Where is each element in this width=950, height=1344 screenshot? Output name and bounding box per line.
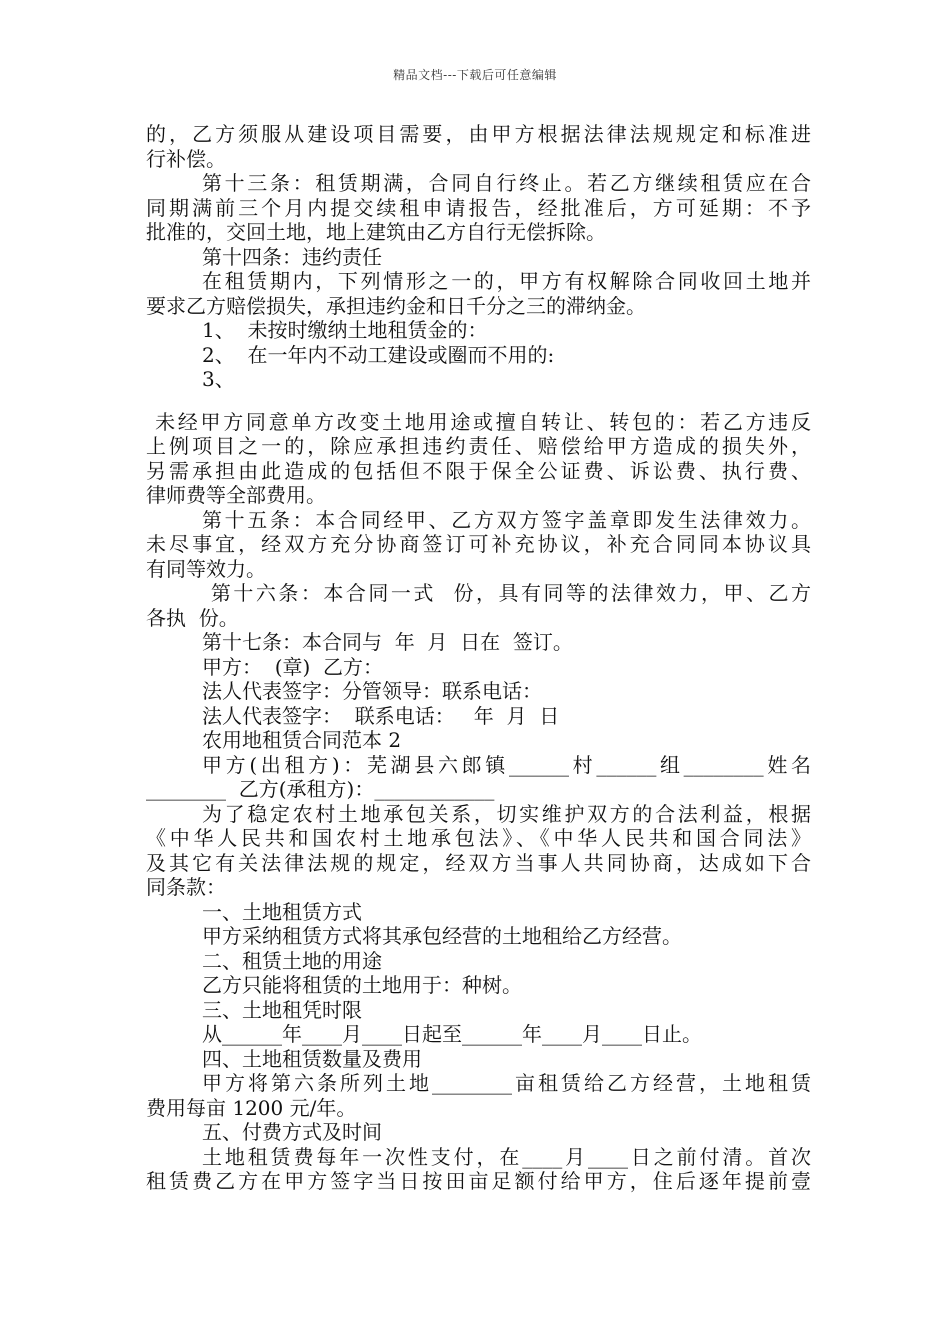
text-line: 租赁费乙方在甲方签字当日按田亩足额付给甲方，住后逐年提前壹 [146, 1169, 811, 1193]
text-line: ________ 乙方(承租方)：____________ [146, 777, 495, 801]
text-line: 行补偿。 [146, 146, 226, 171]
text-line: 未经甲方同意单方改变土地用途或擅自转让、转包的：若乙方违反 [146, 409, 811, 434]
text-line: 甲方(出租方)：芜湖县六郎镇______村______组________姓名 [202, 752, 811, 777]
text-line: 3、 [202, 367, 235, 391]
text-line: 有同等效力。 [146, 556, 266, 581]
text-line: 另需承担由此造成的包括但不限于保全公证费、诉讼费、执行费、 [146, 458, 811, 483]
text-line: 从______年____月____日起至______年____月____日止。 [202, 1022, 702, 1046]
text-line: 未尽事宜，经双方充分协商签订可补充协议，补充合同同本协议具 [146, 532, 811, 556]
text-line: 甲方采纳租赁方式将其承包经营的土地租给乙方经营。 [202, 924, 682, 948]
text-line: 1、 未按时缴纳土地租赁金的： [202, 318, 488, 342]
text-line: 第十五条：本合同经甲、乙方双方签字盖章即发生法律效力。 [202, 507, 811, 532]
text-line: 要求乙方赔偿损失，承担违约金和日千分之三的滞纳金。 [146, 293, 646, 318]
text-line: 甲方： (章) 乙方： [202, 654, 384, 679]
text-line: 三、土地租凭时限 [202, 997, 362, 1022]
paragraph-gap [146, 392, 811, 410]
text-line: 二、租赁土地的用途 [202, 948, 382, 973]
text-line: 各执 份。 [146, 605, 239, 630]
text-line: 第十三条：租赁期满，合同自行终止。若乙方继续租赁应在合 [202, 171, 811, 195]
text-line: 一、土地租赁方式 [202, 899, 362, 924]
text-line: 乙方只能将租赁的土地用于：种树。 [202, 973, 522, 997]
text-line: 为了稳定农村土地承包关系，切实维护双方的合法利益，根据 [202, 801, 811, 826]
text-line: 费用每亩 1200 元/年。 [146, 1095, 357, 1120]
text-line: 的，乙方须服从建设项目需要，由甲方根据法律法规规定和标准进 [146, 122, 811, 146]
text-line: 同条款： [146, 875, 226, 899]
text-line: 第十六条：本合同一式 份，具有同等的法律效力，甲、乙方 [202, 581, 811, 605]
text-line: 上例项目之一的，除应承担违约责任、赔偿给甲方造成的损失外， [146, 434, 811, 458]
text-line: 五、付费方式及时间 [202, 1120, 382, 1144]
text-line: 甲方将第六条所列土地________亩租赁给乙方经营，土地租赁 [202, 1071, 811, 1095]
text-line: 土地租赁费每年一次性支付，在____月____日之前付清。首次 [202, 1144, 811, 1169]
text-line: 农用地租赁合同范本 2 [202, 728, 402, 752]
text-line: 四、土地租赁数量及费用 [202, 1046, 422, 1071]
text-line: 法人代表签字： 联系电话： 年 月 日 [202, 703, 560, 728]
text-line: 2、 在一年内不动工建设或圈而不用的: [202, 342, 555, 367]
document-body [146, 122, 811, 1194]
text-line: 在租赁期内，下列情形之一的，甲方有权解除合同收回土地并 [202, 269, 811, 293]
text-line: 第十七条：本合同与 年 月 日在 签订。 [202, 630, 573, 654]
text-line: 法人代表签字：分管领导：联系电话： [202, 679, 542, 703]
text-line: 批准的，交回土地，地上建筑由乙方自行无偿拆除。 [146, 220, 606, 244]
text-line: 同期满前三个月内提交续租申请报告，经批准后，方可延期：不予 [146, 195, 811, 220]
text-line: 《中华人民共和国农村土地承包法》、《中华人民共和国合同法》 [146, 826, 811, 850]
text-line: 及其它有关法律法规的规定，经双方当事人共同协商，达成如下合 [146, 850, 811, 875]
text-line: 第十四条：违约责任 [202, 244, 382, 269]
text-line: 律师费等全部费用。 [146, 483, 326, 507]
page-header: 精品文档---下载后可任意编辑 [393, 68, 557, 82]
